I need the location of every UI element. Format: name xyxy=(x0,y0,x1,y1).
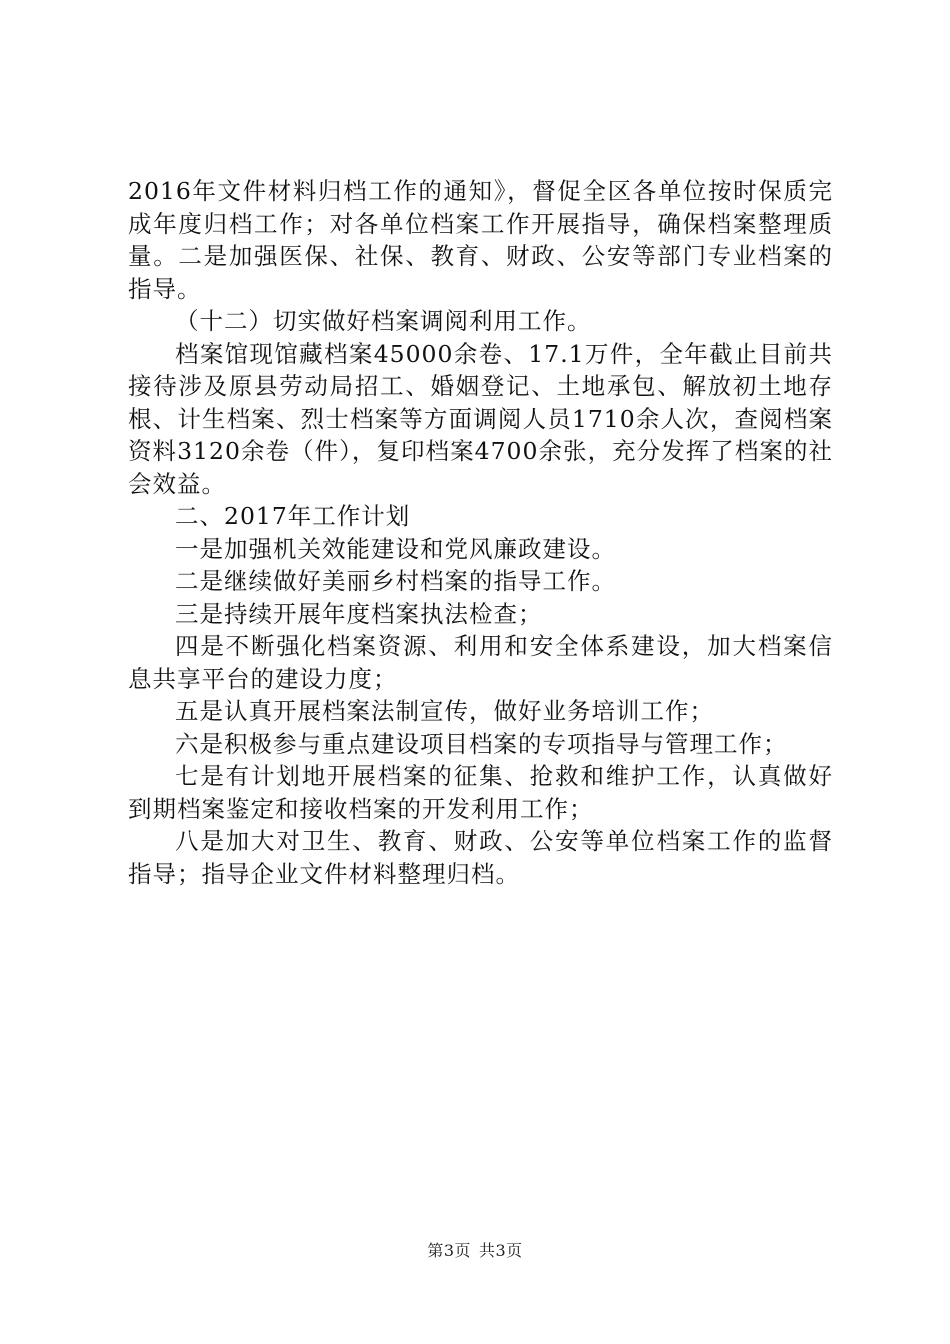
paragraph-2: （十二）切实做好档案调阅利用工作。 xyxy=(175,307,592,335)
plan-item-1: 一是加强机关效能建设和党风廉政建设。 xyxy=(175,534,616,563)
plan-item-5: 五是认真开展档案法制宣传，做好业务培训工作； xyxy=(175,697,714,725)
document-body xyxy=(128,175,833,890)
plan-item-8: 八是加大对卫生、教育、财政、公安等单位档案工作的监督指导；指导企业文件材料整理归档。 xyxy=(128,827,833,888)
page-number-total: 共3页 xyxy=(479,1241,523,1260)
plan-item-7: 七是有计划地开展档案的征集、抢救和维护工作，认真做好到期档案鉴定和接收档案的开发利用工作； xyxy=(128,762,833,823)
page-number-current: 第3页 xyxy=(427,1241,471,1260)
paragraph-1: 2016年文件材料归档工作的通知》，督促全区各单位按时保质完成年度归档工作；对各单位档案工作开展指导，确保档案整理质量。二是加强医保、社保、教育、财政、公安等部门专业档案的指导。 xyxy=(128,177,833,303)
plan-item-2: 二是继续做好美丽乡村档案的指导工作。 xyxy=(175,567,616,595)
section-heading: 二、2017年工作计划 xyxy=(175,502,411,530)
plan-item-6: 六是积极参与重点建设项目档案的专项指导与管理工作； xyxy=(175,729,788,758)
plan-item-3: 三是持续开展年度档案执法检查； xyxy=(175,599,543,628)
plan-item-4: 四是不断强化档案资源、利用和安全体系建设，加大档案信息共享平台的建设力度； xyxy=(128,632,833,693)
page-footer xyxy=(0,1240,950,1262)
paragraph-3: 档案馆现馆藏档案45000余卷、17.1万件，全年截止目前共接待涉及原县劳动局招工、婚姻登记、土地承包、解放初土地存根、计生档案、烈士档案等方面调阅人员1710余人次，查阅档案资料3120余卷（件），复印档案4700余张，充分发挥了档案的社会效益。 xyxy=(128,339,833,498)
